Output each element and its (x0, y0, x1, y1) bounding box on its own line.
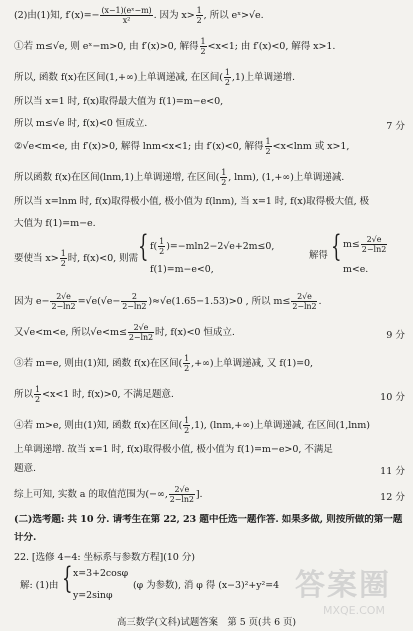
fraction-half: $\frac{1}{2}$ (159, 237, 165, 256)
system-eq-1: f( $\frac{1}{2}$ )=−mln2−2√e+2m≤0, (150, 237, 275, 256)
solution-line-3: 所以, 函数 f(x)在区间(1,+∞)上单调递减, 在区间( $\frac{1}{2}$ ,1)上单调递增. (14, 68, 295, 87)
param-eq-1: x=3+2cosφ (73, 568, 129, 579)
score-mark: 7 分 (386, 121, 405, 132)
fraction-half: $\frac{1}{2}$ (224, 68, 230, 87)
fraction: $\frac{\text{(x−1)(eˣ−m)}}{\text{x²}}$ (101, 6, 152, 25)
solution-line-12: 因为 e− $\frac{2√e}{2-\ln 2}$ =√e(√e− $\frac{2}{2-\ln 2}$ )≈√e(1.65−1.53)>0 , 所以 m≤ $\frac{2√e}{2-\ln 2}$ . (14, 292, 322, 311)
solution-line-6: ②√e<m<e, 由 f′(x)>0, 解得 lnm<x<1; 由 f′(x)<0, 解得 $\frac{1}{2}$ <x<lnm 或 x>1, (14, 137, 350, 156)
solution-line-16: ④若 m>e, 则由(1)知, 函数 f(x)在区间( $\frac{1}{2}$ ,1), (lnm,+∞)上单调递减, 在区间(1,lnm) (14, 416, 370, 435)
solution-line-2: ①若 m≤√e, 则 eˣ−m>0, 由 f′(x)>0, 解得 $\frac{1}{2}$ <x<1; 由 f′(x)<0, 解得 x>1. (14, 37, 336, 56)
fraction: $\frac{2}{2-\ln 2}$ (122, 292, 147, 311)
fraction-half: $\frac{1}{2}$ (265, 137, 271, 156)
left-brace: { (62, 561, 73, 596)
page-footer: 高三数学(文科)试题答案 第 5 页(共 6 页) (116, 617, 297, 628)
watermark-logo: 答案圈 MXQE.COM (295, 568, 391, 617)
score-mark: 10 分 (380, 392, 405, 403)
score-mark: 11 分 (380, 466, 405, 477)
solution-line-14: ③若 m=e, 则由(1)知, 函数 f(x)在区间( $\frac{1}{2}$ ,+∞)上单调递减, 又 f(1)=0, (14, 354, 314, 373)
fraction-half: $\frac{1}{2}$ (184, 354, 190, 373)
fraction-half: $\frac{1}{2}$ (60, 249, 66, 268)
solution-line-10: 要使当 x> $\frac{1}{2}$ 时, f(x)<0, 则需 (14, 249, 138, 268)
left-brace: { (331, 229, 342, 264)
solution-line-23a: 解: (1)由 (20, 580, 59, 591)
fraction: $\frac{2√e}{2-\ln 2}$ (361, 235, 387, 254)
solve-text: 解得 (309, 250, 328, 261)
solution-line-1: (2)由(1)知, f′(x)=− $\frac{\text{(x−1)(eˣ−m)}}{\text{x²}}$ . 因为 x> $\frac{1}{2}$ , 所以 eˣ>√e. (14, 6, 264, 25)
fraction: $\frac{2√e}{2-\ln 2}$ (51, 292, 76, 311)
solution-line-13: 又√e<m<e, 所以√e<m≤ $\frac{2√e}{2-\ln 2}$ 时, f(x)<0 恒成立. (14, 323, 235, 342)
system-eq-2: f(1)=m−e<0, (150, 264, 214, 275)
section-heading-cont: 计分. (14, 532, 37, 543)
left-brace: { (138, 229, 149, 264)
fraction: $\frac{2√e}{2-\ln 2}$ (128, 323, 153, 342)
solution-line-4: 所以当 x=1 时, f(x)取得最大值为 f(1)=m−e<0, (14, 96, 224, 107)
fraction-half: $\frac{1}{2}$ (200, 37, 206, 56)
fraction-half: $\frac{1}{2}$ (196, 6, 202, 25)
solution-line-7: 所以函数 f(x)在区间(lnm,1)上单调递增, 在区间( $\frac{1}{2}$ , lnm), (1,+∞)上单调递减. (14, 168, 345, 187)
fraction-half: $\frac{1}{2}$ (221, 168, 227, 187)
fraction-half: $\frac{1}{2}$ (35, 385, 40, 404)
solution-m-1: m≤ $\frac{2√e}{2-\ln 2}$ (343, 235, 387, 254)
score-mark: 12 分 (380, 492, 405, 503)
solution-line-23b: (φ 为参数), 消 φ 得 (x−3)²+y²=4 (133, 580, 280, 591)
solution-line-19: 综上可知, 实数 a 的取值范围为(−∞, $\frac{2√e}{2-\ln 2}$ ]. (14, 485, 203, 504)
section-heading: (二)选考题: 共 10 分. 请考生在第 22, 23 题中任选一题作答. 如果多做, 则按所做的第一题 (14, 514, 403, 525)
text: (2)由(1)知, f′(x)=− (14, 10, 100, 21)
solution-m-2: m<e. (343, 264, 369, 275)
score-mark: 9 分 (386, 330, 405, 341)
solution-line-17: 上单调递增. 故当 x=1 时, f(x)取得极小值, 极小值为 f(1)=m−e>0, 不满足 (14, 444, 333, 455)
param-eq-2: y=2sinφ (73, 590, 113, 601)
fraction-half: $\frac{1}{2}$ (184, 416, 190, 435)
solution-line-18: 题意. (14, 463, 36, 474)
solution-line-5: 所以 m≤√e 时, f(x)<0 恒成立. (14, 118, 148, 129)
question-22-heading: 22. [选修 4−4: 坐标系与参数方程](10 分) (14, 552, 195, 563)
fraction: $\frac{2√e}{2-\ln 2}$ (292, 292, 317, 311)
fraction: $\frac{2√e}{2-\ln 2}$ (169, 485, 194, 504)
solution-line-15: 所以 $\frac{1}{2}$ <x<1 时, f(x)>0, 不满足题意. (14, 385, 174, 404)
solution-line-8: 所以当 x=lnm 时, f(x)取得极小值, 极小值为 f(lnm), 当 x=1 时, f(x)取得极大值, 极 (14, 196, 370, 207)
solution-line-9: 大值为 f(1)=m−e. (14, 218, 96, 229)
